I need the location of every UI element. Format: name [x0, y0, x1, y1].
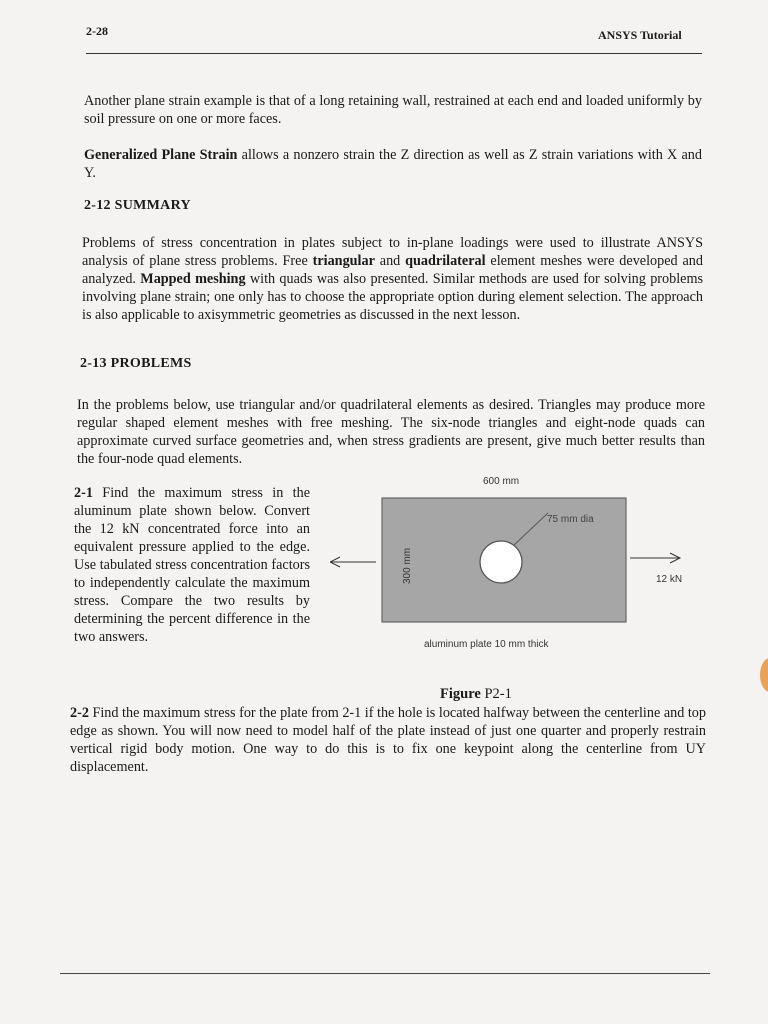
caption-label: Figure — [440, 686, 481, 702]
paragraph-retaining-wall — [84, 92, 702, 128]
plate-hole — [480, 541, 522, 583]
summary-heading: 2-12 SUMMARY — [84, 198, 191, 213]
width-label: 600 mm — [483, 476, 520, 487]
summary-text-4: with quads was also presented. Similar methods are used for solving problems involving plane strain; one only has to choose the appropriate option during element selection. The approach is also applicable to axisymmetric geometries as discussed in the next lesson. — [82, 271, 703, 323]
problems-intro-text: In the problems below, use triangular and/or quadrilateral elements as desired. Triangles may produce more regular shaped element meshes with free meshing. The six-node triangles and eight-node quads can approximate curved surface geometries and, when stress gradients are present, give much better results than the four-node quad elements. — [77, 397, 705, 467]
problem-text: Find the maximum stress for the plate from 2-1 if the hole is located halfway between the centerline and top edge as shown. You will now need to model half of the plate instead of just one quarter and properly restrain vertical rigid body motion. One way to do this is to fix one keypoint along the centerline from UY displacement. — [70, 705, 706, 775]
header-rule — [86, 53, 702, 54]
page-number: 2-28 — [86, 24, 108, 38]
summary-text-1: Problems of stress concentration in plates subject to in-plane loadings were used to illustrate ANSYS analysis of plane stress problems. Free — [82, 235, 703, 269]
height-label: 300 mm — [402, 547, 413, 584]
problem-2-2 — [70, 704, 706, 776]
summary-text-3: element meshes were developed and analyzed. — [82, 253, 703, 287]
caption-number: P2-1 — [480, 686, 512, 702]
problem-number: 2-2 — [70, 705, 89, 721]
problems-heading: 2-13 PROBLEMS — [80, 356, 192, 371]
summary-paragraph — [82, 234, 703, 324]
plate-description-label: aluminum plate 10 mm thick — [424, 639, 549, 650]
figure-p2-1 — [330, 470, 710, 660]
summary-text-2: and — [374, 253, 406, 269]
figure-caption — [440, 686, 512, 703]
hole-diameter-label: 75 mm dia — [547, 514, 594, 525]
running-title: ANSYS Tutorial — [598, 28, 682, 42]
term-triangular: triangular — [312, 253, 375, 269]
problem-text: Find the maximum stress in the aluminum plate shown below. Convert the 12 kN concentrated force into an equivalent pressure applied to the edge. Use tabulated stress concentration factors to independently calculate the maximum stress. Compare the two results by determining the percent difference in the two answers. — [74, 485, 310, 645]
paragraph-generalized-plane-strain — [84, 146, 702, 182]
problem-number: 2-1 — [74, 485, 93, 501]
force-label: 12 kN — [656, 574, 683, 585]
page-edge-tab — [760, 658, 768, 692]
paragraph-text: allows a nonzero strain the Z direction as well as Z strain variations with X and Y. — [84, 147, 702, 181]
term-generalized-plane-strain: Generalized Plane Strain — [84, 147, 238, 163]
footer-rule — [60, 973, 710, 974]
problems-intro — [77, 396, 705, 468]
problem-2-1 — [74, 484, 310, 646]
term-mapped-meshing: Mapped meshing — [140, 271, 246, 287]
paragraph-text: Another plane strain example is that of a long retaining wall, restrained at each end and loaded uniformly by soil pressure on one or more faces. — [84, 93, 702, 127]
plate-diagram — [330, 470, 710, 660]
term-quadrilateral: quadrilateral — [405, 253, 486, 269]
